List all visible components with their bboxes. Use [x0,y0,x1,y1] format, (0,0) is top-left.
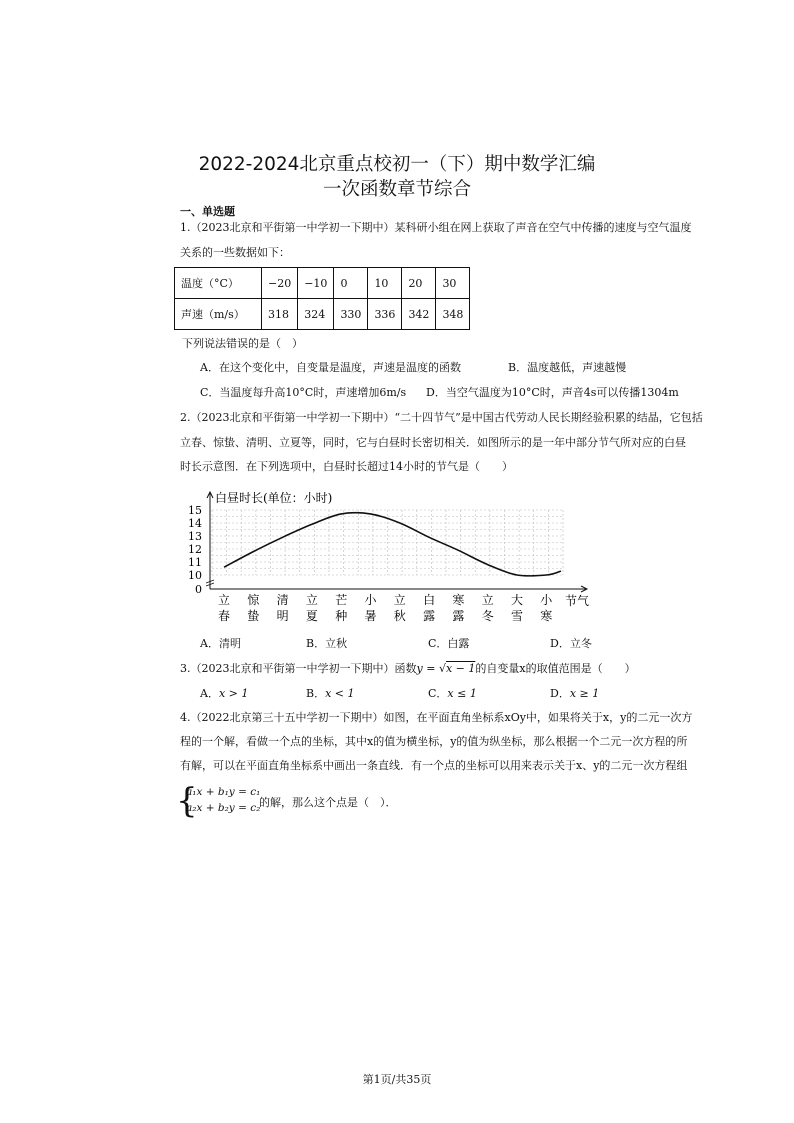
table-cell: 330 [334,299,368,330]
q3-option-b: B．x < 1 [306,687,355,700]
q1-stem-line1: 1.（2023北京和平街第一中学初一下期中）某科研小组在网上获取了声音在空气中传播的速度与空气温度 [180,221,692,234]
q4-stem-line1: 4.（2022北京第三十五中学初一下期中）如图，在平面直角坐标系xOy中，如果将关于x，y的二元一次方 [180,711,693,724]
q2-option-d: D．立冬 [550,637,592,650]
q2-stem-line3: 时长示意图．在下列选项中，白昼时长超过14小时的节气是（ ） [180,460,513,473]
daylight-curve [224,513,561,576]
x-tick-label: 蛰 [247,609,260,623]
table-row [175,268,470,299]
q3-stem-post: 的自变量x的取值范围是（ ） [475,662,636,675]
table-row [175,299,470,330]
brace-symbol: { [176,781,198,821]
q3-option-a: A．x > 1 [200,687,249,700]
table-cell: 30 [436,268,470,299]
x-tick-label: 夏 [305,609,318,623]
x-tick-label: 立 [393,593,406,607]
y-tick-label: 0 [195,583,202,596]
table-cell: 温度（°C） [175,268,262,299]
q3-fn-eq: = [422,662,439,675]
q1-option-a: A．在这个变化中，自变量是温度，声速是温度的函数 [200,361,461,374]
q3-fn-radicand: x − 1 [445,662,476,675]
q3-fn-y: y [416,662,423,675]
y-tick-label: 14 [188,517,202,530]
equation-2: a₂x + b₂y = c₂ [186,802,261,814]
axis-break [206,580,214,586]
q3-option-c: C．x ≤ 1 [428,687,477,700]
y-tick-label: 13 [188,530,202,543]
x-tick-label: 清 [276,593,289,607]
x-tick-label: 芒 [335,593,348,607]
x-tick-label: 白 [423,593,436,607]
y-axis-arrow [207,492,213,498]
chart-axes [206,492,587,592]
x-tick-label: 暑 [364,609,377,623]
x-tick-label: 立 [305,593,318,607]
q1-option-c: C．当温度每升高10°C时，声速增加6m/s [200,386,407,399]
x-tick-label: 惊 [247,593,260,607]
y-tick-label: 15 [188,504,202,517]
x-tick-label: 小 [540,593,553,607]
table-cell: 342 [402,299,436,330]
x-tick-label: 大 [510,593,524,607]
q2-stem-line1: 2.（2023北京和平街第一中学初一下期中）“二十四节气”是中国古代劳动人民长期经验积累的结晶，它包括 [180,411,703,424]
x-tick-label: 露 [452,609,465,623]
table-cell: 0 [334,268,368,299]
x-tick-label: 雪 [510,609,524,623]
q2-option-c: C．白露 [428,637,470,650]
x-tick-label: 立 [217,593,231,607]
table-cell: 336 [368,299,402,330]
chart-ticks [188,504,553,623]
x-tick-label: 种 [335,609,348,623]
sqrt-sign: √ [438,662,446,675]
table-cell: 324 [298,299,334,330]
q1-data-table [174,267,470,330]
y-tick-label: 11 [188,556,202,569]
table-cell: 318 [262,299,298,330]
x-tick-label: 秋 [393,609,406,623]
chart-grid [212,510,563,575]
x-tick-label: 露 [423,609,436,623]
q3-option-d: D．x ≥ 1 [550,687,600,700]
y-tick-label: 12 [188,543,202,556]
q4-stem-line3: 有解，可以在平面直角坐标系中画出一条直线．有一个点的坐标可以用来表示关于x、y的二元一次方程组 [180,759,688,772]
x-tick-label: 明 [276,609,289,623]
q2-option-b: B．立秋 [306,637,348,650]
q2-stem-line2: 立春、惊蛰、清明、立夏等，同时，它与白昼时长密切相关．如图所示的是一年中部分节气所对应的白昼 [180,436,686,449]
q2-option-a: A．清明 [200,637,241,650]
q4-stem-line2: 程的一个解，看做一个点的坐标，其中x的值为横坐标，y的值为纵坐标，那么根据一个二元一次方程的所 [180,735,688,748]
q1-option-b: B．温度越低，声速越慢 [508,361,627,374]
x-axis-label: 节气 [565,594,590,608]
x-tick-label: 立 [481,593,494,607]
table-cell: 声速（m/s） [175,299,262,330]
table-cell: 348 [436,299,470,330]
q4-stem-line4: 的解，那么这个点是（ ）． [259,796,397,809]
section-heading: 一、单选题 [180,205,235,218]
x-tick-label: 冬 [481,609,494,623]
y-tick-label: 10 [188,569,202,582]
equation-1: a₁x + b₁y = c₁ [186,786,261,798]
q3-stem-pre: 3.（2023北京和平街第一中学初一下期中）函数 [180,662,417,675]
x-tick-label: 寒 [452,593,465,607]
q3-stem [180,661,636,677]
page-subtitle: 一次函数章节综合 [322,179,471,200]
x-tick-label: 寒 [540,609,553,623]
q1-option-d: D．当空气温度为10°C时，声音4s可以传播1304m [426,386,679,399]
page-footer: 第1页/共35页 [362,1073,432,1086]
table-cell: −20 [262,268,298,299]
table-cell: 10 [368,268,402,299]
q1-stem-line2: 关系的一些数据如下： [180,246,290,259]
x-tick-label: 小 [364,593,377,607]
table-cell: 20 [402,268,436,299]
page-title: 2022-2024北京重点校初一（下）期中数学汇编 [198,154,596,175]
table-cell: −10 [298,268,334,299]
q1-prompt: 下列说法错误的是（ ） [182,337,303,350]
y-axis-label: 白昼时长(单位：小时) [215,491,333,505]
x-tick-label: 春 [217,609,231,623]
x-axis-arrow [581,586,587,592]
